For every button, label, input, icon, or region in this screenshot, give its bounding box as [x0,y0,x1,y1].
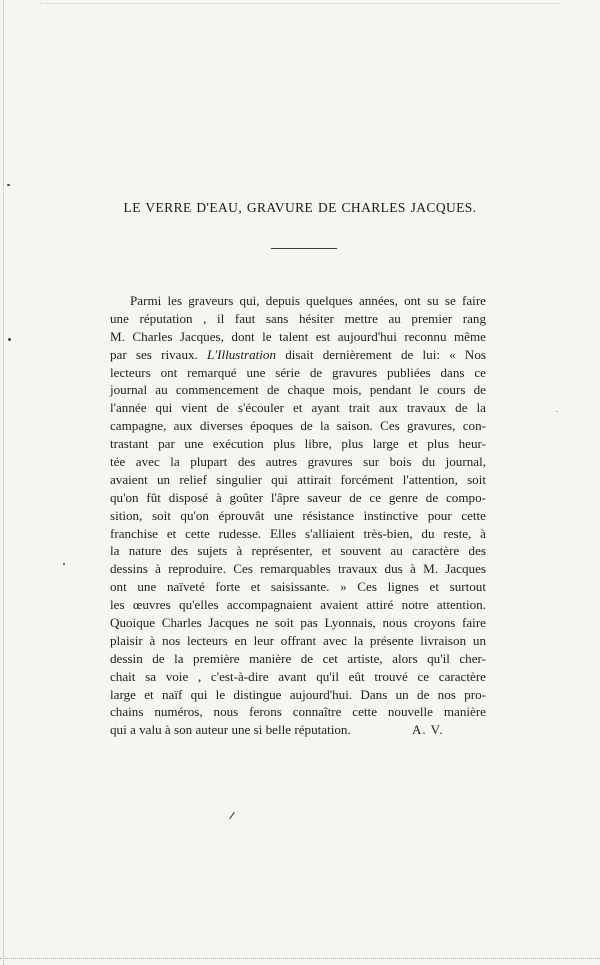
body-line: dessins à reproduire. Ces remarquables travaux dus à M. Jacques [110,561,486,577]
body-line: lecteurs ont remarqué une série de gravures publiées dans ce [110,364,486,380]
body-line: trastant par une exécution plus libre, plus large et plus heur- [110,436,486,452]
journal-name: L'Illustration [207,346,277,362]
body-line: qui a valu à son auteur une si belle réputation. [110,722,351,738]
body-line: campagne, aux diverses époques de la saison. Ces gravures, con- [110,418,486,434]
body-line: qu'on fût disposé à goûter l'âpre saveur de ce genre de compo- [110,489,486,505]
body-line: la nature des sujets à représenter, et souvent au caractère des [110,543,486,559]
body-line: les œuvres qu'elles accompagnaient avaient attiré notre attention. [110,597,486,613]
body-line: journal au commencement de chaque mois, pendant le cours de [110,382,486,398]
body-line: l'année qui vient de s'écouler et ayant trait aux travaux de la [110,400,486,416]
scan-speck [7,184,10,186]
scan-speck [556,411,558,412]
scan-top-edge [40,3,560,5]
scan-left-edge [3,0,5,965]
article-body [110,292,486,739]
body-line: ont une naïveté forte et saisissante. » Ces lignes et surtout [110,579,486,595]
body-line: par ses rivaux. L'Illustration disait dernièrement de lui: « Nos [110,346,486,362]
article-title: LE VERRE D'EAU, GRAVURE DE CHARLES JACQUES. [123,200,477,215]
title-rule [271,248,337,249]
body-line: tée avec la plupart des autres gravures sur bois du journal, [110,454,486,470]
body-line: large et naïf qui le distingue aujourd'hui. Dans un de nos pro- [110,686,486,702]
body-line: franchise et cette rudesse. Elles s'alliaient très-bien, du reste, à [110,525,486,541]
body-line: une réputation , il faut sans hésiter mettre au premier rang [110,310,486,326]
author-signature: A. V. [412,722,444,737]
scan-speck [8,338,11,341]
body-line: sition, soit qu'on éprouvât une résistance instinctive pour cette [110,507,486,523]
body-line: Parmi les graveurs qui, depuis quelques années, ont su se faire [130,293,486,308]
body-line: Quoique Charles Jacques ne soit pas Lyonnais, nous croyons faire [110,615,486,631]
body-line: avaient un relief singulier qui attirait forcément l'attention, soit [110,471,486,487]
pen-mark [229,812,234,819]
scan-bottom-edge [0,958,600,960]
body-line: plaisir à nos lecteurs en leur offrant avec la présente livraison un [110,632,486,648]
body-line: M. Charles Jacques, dont le talent est aujourd'hui reconnu même [110,328,486,344]
body-line: chains numéros, nous ferons connaître cette nouvelle manière [110,704,486,720]
scan-speck [63,563,65,565]
body-line: dessin de la première manière de cet artiste, alors qu'il cher- [110,650,486,666]
body-line: chait sa voie , c'est-à-dire avant qu'il eût trouvé ce caractère [110,668,486,684]
